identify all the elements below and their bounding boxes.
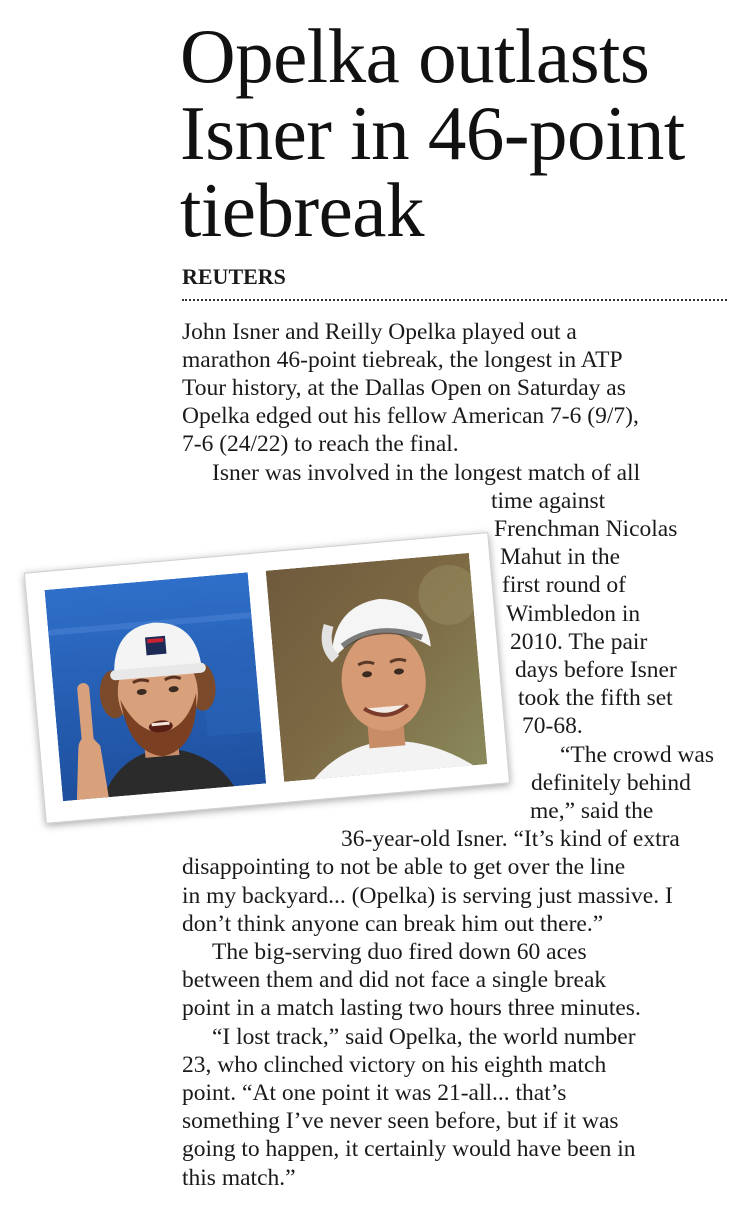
body-line: something I’ve never seen before, but if it was — [182, 1108, 619, 1134]
body-line: 7-6 (24/22) to reach the final. — [182, 431, 459, 457]
body-line: “I lost track,” said Opelka, the world number — [212, 1024, 636, 1050]
dotted-divider — [182, 299, 727, 301]
body-line: definitely behind — [531, 770, 691, 796]
body-line: marathon 46-point tiebreak, the longest in ATP — [182, 347, 623, 373]
body-line: took the fifth set — [518, 685, 673, 711]
body-line: The big-serving duo fired down 60 aces — [212, 939, 587, 965]
body-line: Tour history, at the Dallas Open on Saturday as — [182, 375, 626, 401]
headline: Opelka outlasts Isner in 46-point tiebreak — [180, 13, 685, 253]
body-line: don’t think anyone can break him out there.” — [182, 911, 604, 937]
body-line: Frenchman Nicolas — [494, 516, 678, 542]
body-line: Isner was involved in the longest match of all — [212, 460, 641, 486]
body-line: going to happen, it certainly would have been in — [182, 1136, 636, 1162]
body-line: Wimbledon in — [506, 601, 641, 627]
body-line: time against — [491, 488, 606, 514]
body-line: between them and did not face a single break — [182, 967, 607, 993]
body-line: John Isner and Reilly Opelka played out a — [182, 319, 577, 345]
body-line: 36-year-old Isner. “It’s kind of extra — [341, 826, 680, 852]
photo-collage — [24, 532, 510, 824]
body-line: 2010. The pair — [510, 629, 648, 655]
body-line: Mahut in the — [500, 544, 621, 570]
body-line: Opelka edged out his fellow American 7-6 (9/7), — [182, 403, 639, 429]
body-line: days before Isner — [515, 657, 677, 683]
byline: REUTERS — [182, 264, 286, 289]
body-line: 70-68. — [522, 713, 583, 739]
opelka-photo — [44, 572, 266, 801]
body-line: 23, who clinched victory on his eighth match — [182, 1052, 607, 1078]
body-line: me,” said the — [530, 798, 654, 824]
isner-photo — [266, 553, 488, 782]
body-line: point in a match lasting two hours three minutes. — [182, 995, 641, 1021]
body-line: “The crowd was — [560, 742, 714, 768]
body-line: in my backyard... (Opelka) is serving just massive. I — [182, 883, 673, 909]
body-line: this match.” — [182, 1165, 296, 1191]
body-line: point. “At one point it was 21-all... that’s — [182, 1080, 567, 1106]
body-line: first round of — [502, 572, 627, 598]
body-line: disappointing to not be able to get over the line — [182, 854, 626, 880]
